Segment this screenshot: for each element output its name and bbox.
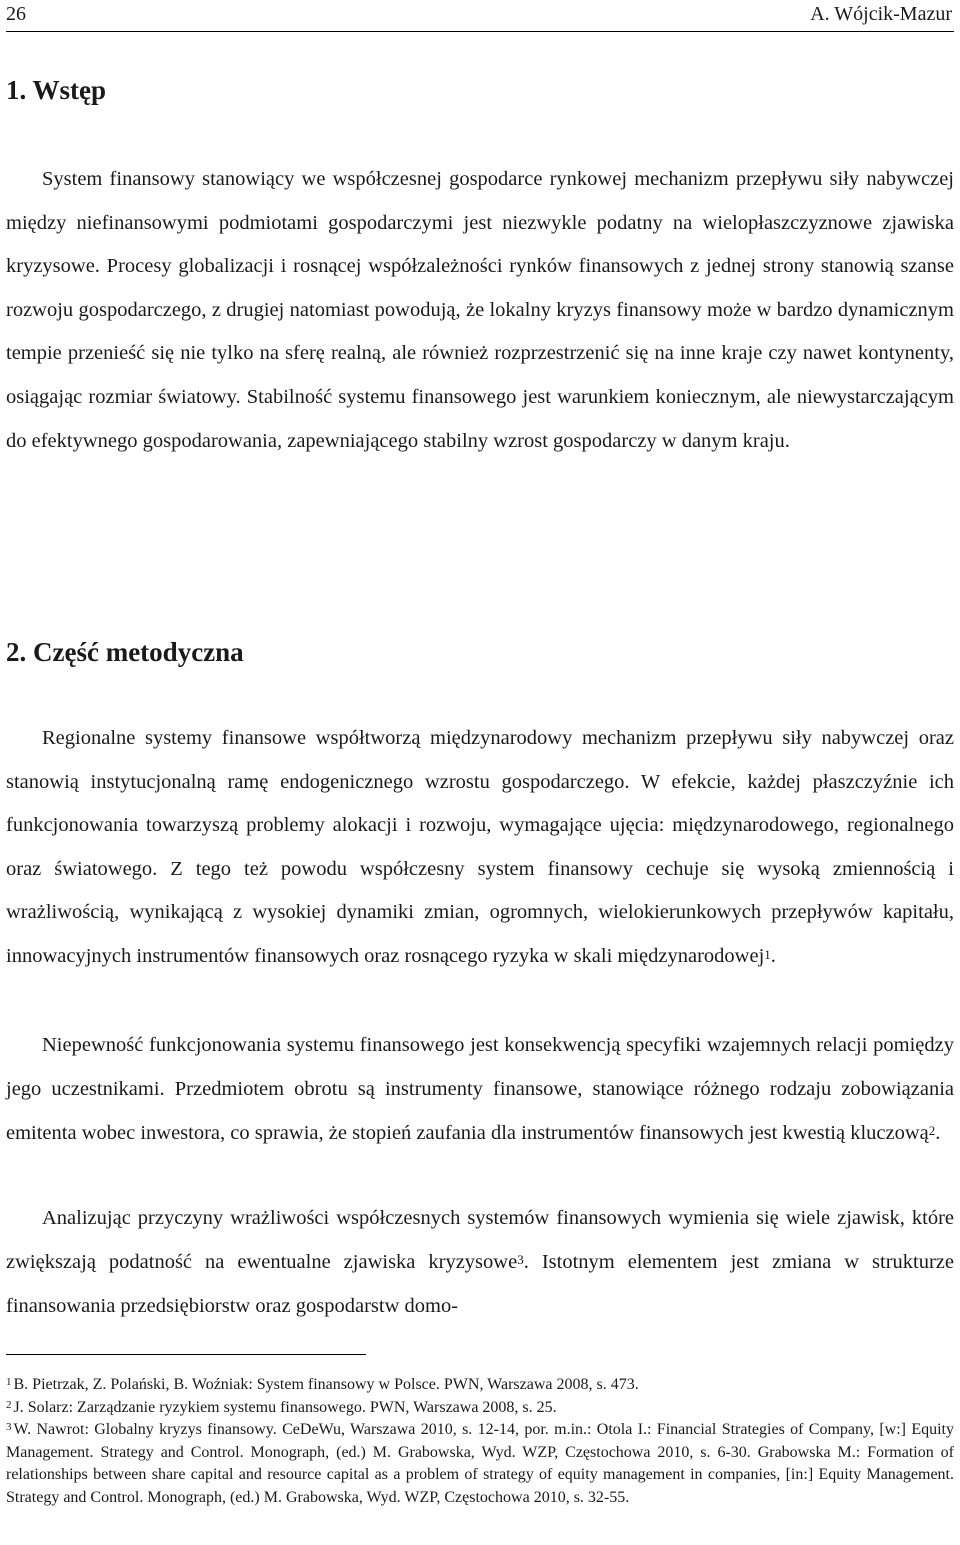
footnote-number: 3 xyxy=(6,1421,12,1433)
paragraph-text: Analizując przyczyny wrażliwości współczesnych systemów finansowych wymienia się wiele zjawisk, które zwiększają podatność na ewentualne zjawiska kryzysowe xyxy=(6,1207,954,1273)
running-header xyxy=(6,3,954,27)
footnote-reference[interactable]: 2 xyxy=(928,1123,936,1138)
paragraph-methodology-3 xyxy=(6,1196,954,1328)
footnotes xyxy=(6,1374,954,1509)
header-rule xyxy=(6,31,954,32)
paragraph-text: Niepewność funkcjonowania systemu finansowego jest konsekwencją specyfiki wzajemnych relacji pomiędzy jego uczestnikami. Przedmiotem obrotu są instrumenty finansowe, stanowiące różnego rodzaju zobowiązania emitenta wobec inwestora, co sprawia, że stopień zaufania dla instrumentów finansowych jest kwestią kluczową xyxy=(6,1034,954,1144)
paragraph-tail: . xyxy=(770,944,776,967)
paragraph-text: System finansowy stanowiący we współczesnej gospodarce rynkowej mechanizm przepływu siły nabywczej między niefinansowymi podmiotami gospodarczymi jest niezwykle podatny na wielopłaszczyznowe zjawiska kryzysowe. Procesy globalizacji i rosnącej współzależności rynków finansowych z jednej strony stanowią szanse rozwoju gospodarczego, z drugiej natomiast powodują, że lokalny kryzys finansowy może w bardzo dynamicznym tempie przenieść się nie tylko na sferę realną, ale również rozprzestrzenić się na inne kraje czy nawet kontynenty, osiągając rozmiar światowy. Stabilność systemu finansowego jest warunkiem koniecznym, ale niewystarczającym do efektywnego gospodarowania, zapewniającego stabilny wzrost gospodarczy w danym kraju. xyxy=(6,168,954,452)
footnote-number: 2 xyxy=(6,1398,12,1411)
running-author: A. Wójcik-Mazur xyxy=(810,3,952,25)
footnote-text: J. Solarz: Zarządzanie ryzykiem systemu finansowego. PWN, Warszawa 2008, s. 25. xyxy=(13,1398,557,1416)
section-heading-introduction: 1. Wstęp xyxy=(6,75,107,105)
footnote xyxy=(6,1419,954,1509)
footnote-number: 1 xyxy=(6,1376,12,1388)
section-heading-methodology: 2. Część metodyczna xyxy=(6,637,244,667)
footnote xyxy=(6,1397,954,1420)
page-number: 26 xyxy=(6,3,26,25)
footnote-text: B. Pietrzak, Z. Polański, B. Woźniak: System finansowy w Polsce. PWN, Warszawa 2008, s. 473. xyxy=(13,1376,639,1393)
paragraph-methodology-2 xyxy=(6,1023,954,1155)
paragraph-introduction xyxy=(6,158,954,463)
paragraph-text: Regionalne systemy finansowe współtworzą międzynarodowy mechanizm przepływu siły nabywczej oraz stanowią instytucjonalną ramę endogenicznego wzrostu gospodarczego. W efekcie, każdej płaszczyźnie ich funkcjonowania towarzyszą problemy alokacji i rozwoju, wymagające ujęcia: międzynarodowego, regionalnego oraz światowego. Z tego też powodu współczesny system finansowy cechuje się wysoką zmiennością i wrażliwością, wynikającą z wysokiej dynamiki zmian, ogromnych, wielokierunkowych przepływów kapitału, innowacyjnych instrumentów finansowych oraz rosnącego ryzyka w skali międzynarodowej xyxy=(6,727,954,967)
footnote-separator xyxy=(6,1354,366,1355)
paragraph-tail: . Istotnym elementem jest zmiana w strukturze finansowania przedsiębiorstw oraz gospodarstw domo- xyxy=(6,1251,955,1317)
footnote-reference[interactable]: 1 xyxy=(764,946,771,962)
paragraph-methodology-1 xyxy=(6,717,954,979)
footnote-text: W. Nawrot: Globalny kryzys finansowy. CeDeWu, Warszawa 2010, s. 12-14, por. m.in.: Otola I.: Financial Strategies of Company, [w:] Equity Management. Strategy and Control. Monograph, (ed.) M. Grabowska, Wyd. WZP, Częstochowa 2010, s. 6-30. Grabowska M.: Formation of relationships between share capital and resource capital as a problem of strategy of equity management in companies, [in:] Equity Management. Strategy and Control. Monograph, (ed.) M. Grabowska, Wyd. WZP, Częstochowa 2010, s. 32-55. xyxy=(6,1421,954,1506)
footnote-reference[interactable]: 3 xyxy=(517,1252,524,1267)
footnote xyxy=(6,1374,954,1397)
paragraph-tail: . xyxy=(935,1122,941,1144)
